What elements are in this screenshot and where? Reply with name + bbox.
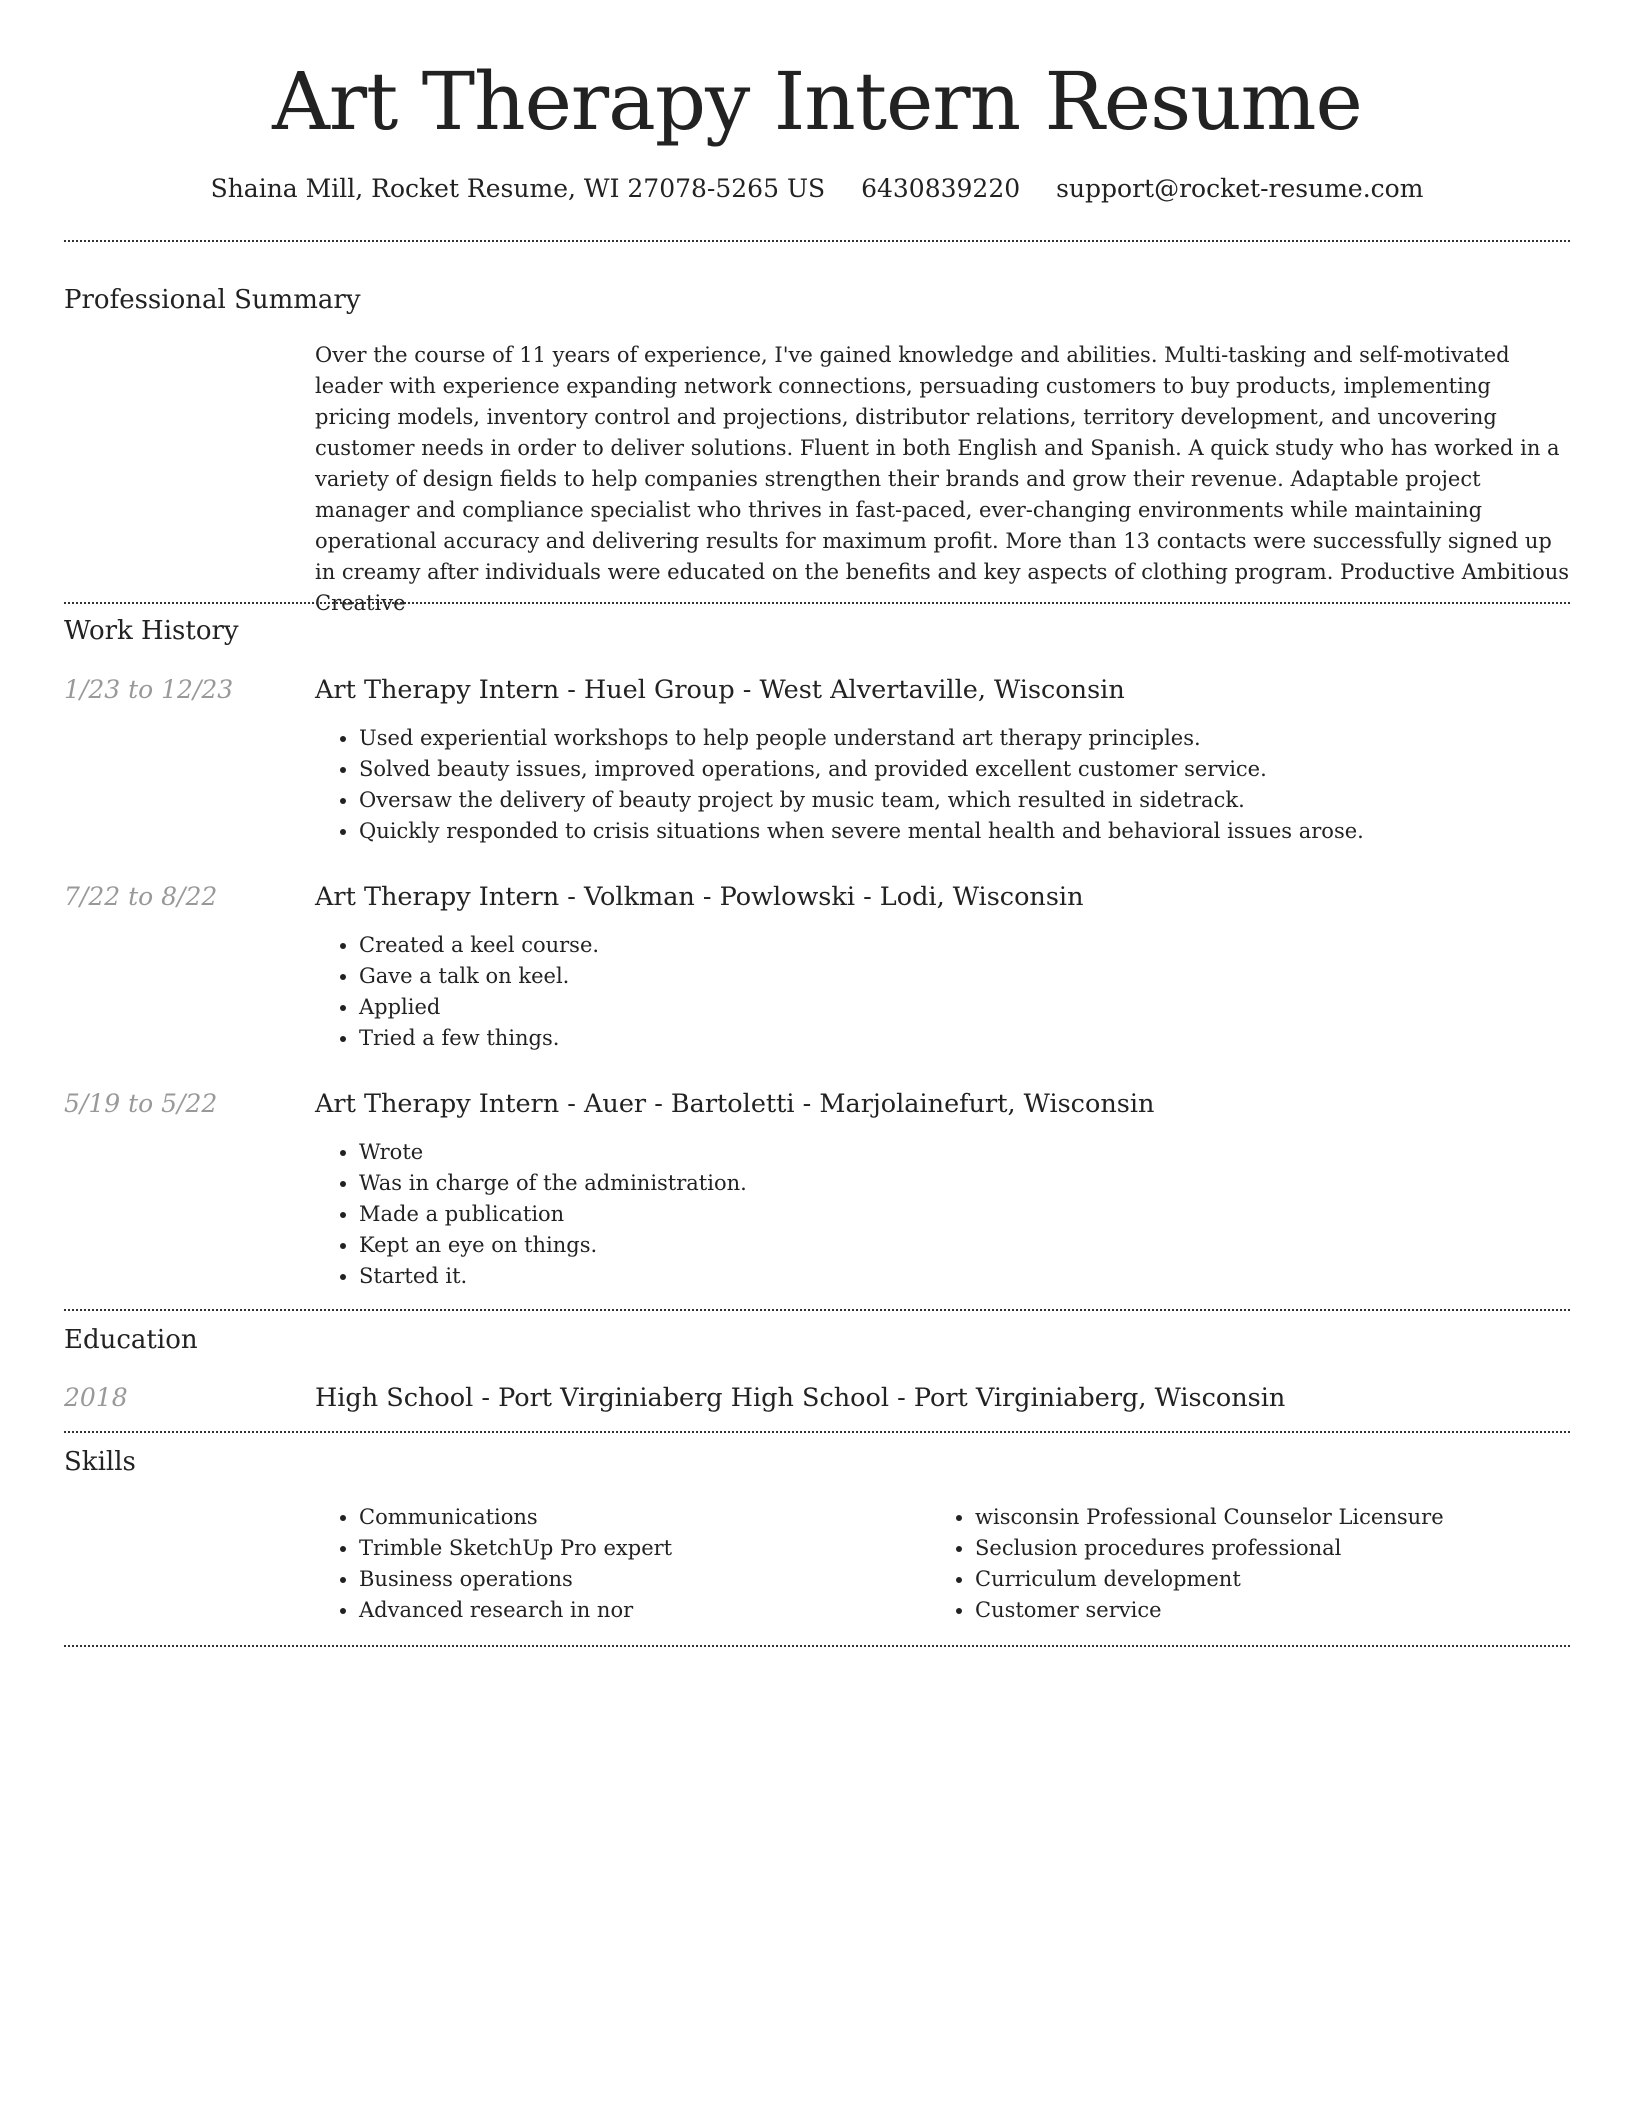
- list-item: • Wrote: [359, 1137, 747, 1168]
- contact-email: support@rocket-resume.com: [1056, 174, 1424, 203]
- job-title: Art Therapy Intern - Volkman - Powlowski - Lodi, Wisconsin: [315, 882, 1084, 912]
- job-title: Art Therapy Intern - Huel Group - West Alvertaville, Wisconsin: [315, 675, 1125, 705]
- skills-list-left: [315, 1502, 672, 1626]
- summary-text: Over the course of 11 years of experience, I've gained knowledge and abilities. Multi-tasking and self-motivated leader with experience expanding network connections, persuading customers to buy products, implementing pricing models, inventory control and projections, distributor relations, territory development, and uncovering customer needs in order to deliver solutions. Fluent in both English and Spanish. A quick study who has worked in a variety of design fields to help companies strengthen their brands and grow their revenue. Adaptable project manager and compliance specialist who thrives in fast-paced, ever-changing environments while maintaining operational accuracy and delivering results for maximum profit. More than 13 contacts were successfully signed up in creamy after individuals were educated on the benefits and key aspects of clothing program. Productive Ambitious Creative: [315, 343, 1570, 615]
- education-year: 2018: [64, 1383, 128, 1412]
- contact-line: [64, 172, 1570, 206]
- divider: [64, 602, 1570, 604]
- job-title: Art Therapy Intern - Auer - Bartoletti - Marjolainefurt, Wisconsin: [315, 1089, 1155, 1119]
- list-item: • Seclusion procedures professional: [975, 1533, 1444, 1564]
- job-dates: 7/22 to 8/22: [64, 882, 218, 911]
- skills-list-right: [931, 1502, 1444, 1626]
- contact-address: Shaina Mill, Rocket Resume, WI 27078-5265 US: [210, 174, 826, 203]
- divider: [64, 1431, 1570, 1433]
- list-item: • Business operations: [359, 1564, 672, 1595]
- summary-heading: Professional Summary: [64, 285, 361, 315]
- resume-title: Art Therapy Intern Resume: [272, 55, 1362, 148]
- list-item: • Used experiential workshops to help people understand art therapy principles.: [359, 723, 1364, 754]
- divider: [64, 1645, 1570, 1647]
- job-dates: 1/23 to 12/23: [64, 675, 234, 704]
- list-item: • Applied: [359, 992, 599, 1023]
- job-bullets: [315, 1137, 747, 1292]
- job-bullets: [315, 930, 599, 1054]
- list-item: • Made a publication: [359, 1199, 747, 1230]
- work-history-heading: Work History: [64, 616, 239, 646]
- contact-phone: 6430839220: [861, 174, 1021, 203]
- list-item: • wisconsin Professional Counselor Licensure: [975, 1502, 1444, 1533]
- list-item: • Advanced research in nor: [359, 1595, 672, 1626]
- list-item: • Quickly responded to crisis situations when severe mental health and behavioral issues arose.: [359, 816, 1364, 847]
- list-item: • Communications: [359, 1502, 672, 1533]
- list-item: • Trimble SketchUp Pro expert: [359, 1533, 672, 1564]
- list-item: • Tried a few things.: [359, 1023, 599, 1054]
- divider: [64, 240, 1570, 242]
- education-title: High School - Port Virginiaberg High School - Port Virginiaberg, Wisconsin: [315, 1383, 1286, 1413]
- list-item: • Solved beauty issues, improved operations, and provided excellent customer service.: [359, 754, 1364, 785]
- list-item: • Customer service: [975, 1595, 1444, 1626]
- list-item: • Kept an eye on things.: [359, 1230, 747, 1261]
- skills-heading: Skills: [64, 1447, 136, 1477]
- job-bullets: [315, 723, 1364, 847]
- list-item: • Gave a talk on keel.: [359, 961, 599, 992]
- list-item: • Created a keel course.: [359, 930, 599, 961]
- list-item: • Oversaw the delivery of beauty project by music team, which resulted in sidetrack.: [359, 785, 1364, 816]
- job-dates: 5/19 to 5/22: [64, 1089, 218, 1118]
- list-item: • Curriculum development: [975, 1564, 1444, 1595]
- divider: [64, 1309, 1570, 1311]
- list-item: • Was in charge of the administration.: [359, 1168, 747, 1199]
- list-item: • Started it.: [359, 1261, 747, 1292]
- education-heading: Education: [64, 1325, 198, 1355]
